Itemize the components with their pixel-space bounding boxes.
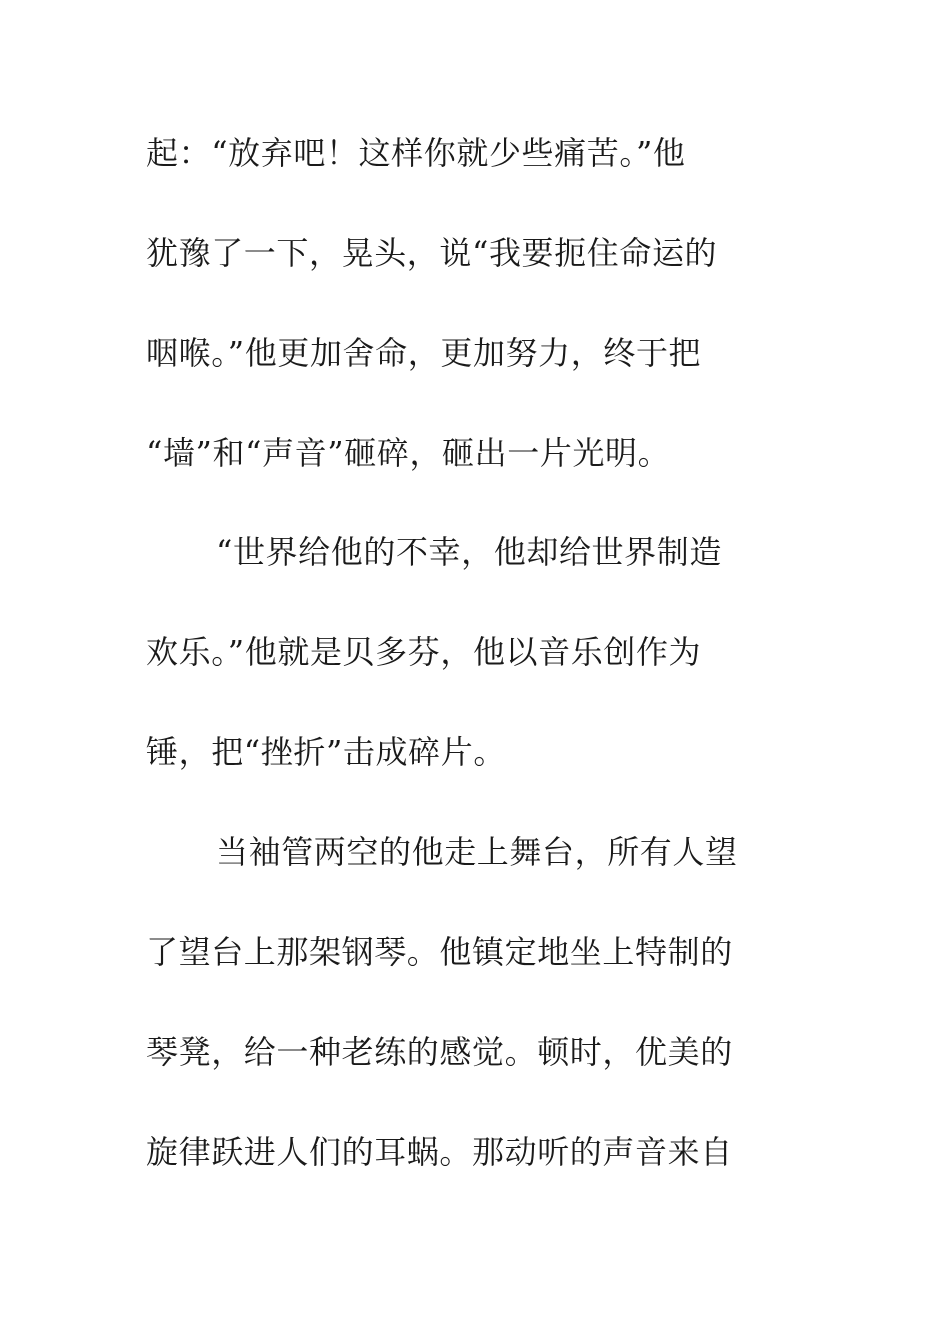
text-line: 琴凳，给一种老练的感觉。顿时，优美的 xyxy=(146,1033,733,1071)
paragraph-first-line: “世界给他的不幸，他却给世界制造 xyxy=(216,533,722,571)
paragraph-first-line: 当袖管两空的他走上舞台，所有人望 xyxy=(216,833,738,871)
text-line: 起：“放弃吧！这样你就少些痛苦。”他 xyxy=(146,134,686,172)
text-line: 欢乐。”他就是贝多芬，他以音乐创作为 xyxy=(146,633,702,671)
text-line: 了望台上那架钢琴。他镇定地坐上特制的 xyxy=(146,933,733,971)
text-line: 旋律跃进人们的耳蜗。那动听的声音来自 xyxy=(146,1133,733,1171)
text-line: 咽喉。”他更加舍命，更加努力，终于把 xyxy=(146,334,702,372)
text-line: 锤，把“挫折”击成碎片。 xyxy=(146,733,506,771)
text-line: “墙”和“声音”砸碎，砸出一片光明。 xyxy=(146,434,671,472)
text-line: 犹豫了一下，晃头，说“我要扼住命运的 xyxy=(146,234,718,272)
